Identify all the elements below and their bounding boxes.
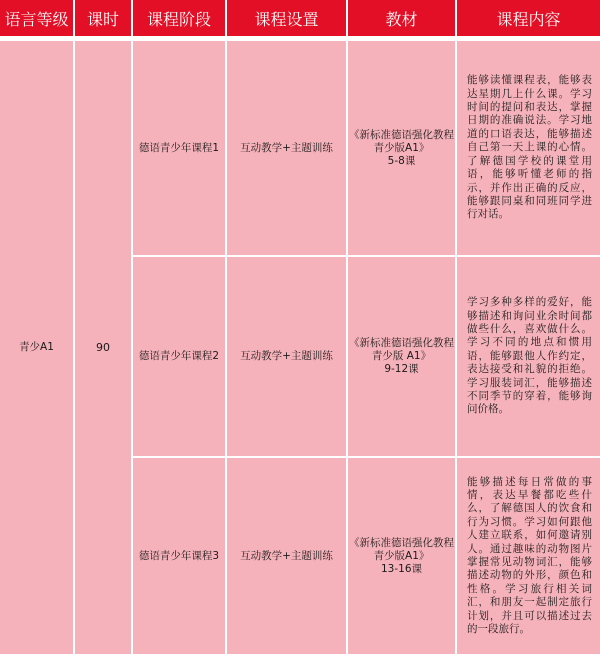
level-cell: 青少A1 bbox=[0, 41, 73, 654]
stage-cell-3: 德语青少年课程3 bbox=[133, 458, 225, 654]
content-cell-2 bbox=[457, 257, 600, 456]
textbook-edition-2: 青少版 A1》 bbox=[371, 350, 432, 362]
content-text-2: 学习多种多样的爱好，能够描述和询问业余时间都做些什么，喜欢做什么。学习不同的地点和惯用语，能够跟他人作约定，表达接受和礼貌的拒绝。学习服装词汇，能够描述不同季节的穿着，能够询问价格。 bbox=[467, 296, 592, 416]
header-stage: 课程阶段 bbox=[133, 0, 225, 36]
textbook-title-2: 《新标准德语强化教程 bbox=[349, 337, 454, 349]
content-text-1: 能够读懂课程表，能够表达星期几上什么课。学习时间的提问和表达，掌握日期的准确说法。学习地道的口语表达，能够描述自己第一天上课的心情。了解德国学校的课堂用语，能够听懂老师的指示，并作出正确的反应，能够跟同桌和同班同学进行对话。 bbox=[467, 74, 592, 221]
textbook-lessons-3: 13-16课 bbox=[380, 562, 422, 575]
textbook-cell-3 bbox=[348, 458, 455, 654]
header-hours: 课时 bbox=[75, 0, 131, 36]
textbook-title-3: 《新标准德语强化教程 bbox=[349, 536, 454, 549]
stage-cell-1: 德语青少年课程1 bbox=[133, 41, 225, 255]
setting-cell-3: 互动教学+主题训练 bbox=[227, 458, 346, 654]
textbook-lessons-1: 5-8课 bbox=[387, 154, 416, 167]
setting-cell-2: 互动教学+主题训练 bbox=[227, 257, 346, 456]
textbook-title-1: 《新标准德语强化教程 bbox=[349, 128, 454, 141]
textbook-cell-1 bbox=[348, 41, 455, 255]
textbook-edition-1: 青少版A1》 bbox=[373, 141, 430, 154]
content-cell-3 bbox=[457, 458, 600, 654]
header-textbook: 教材 bbox=[348, 0, 455, 36]
textbook-cell-2 bbox=[348, 257, 455, 456]
content-cell-1 bbox=[457, 41, 600, 255]
content-text-3: 能够描述每日常做的事情，表达早餐都吃些什么，了解德国人的饮食和行为习惯。学习如何跟他人建立联系，如何邀请别人。通过趣味的动物图片掌握常见动物词汇，能够描述动物的外形，颜色和性格。学习旅行相关词汇，和朋友一起制定旅行计划，并且可以描述过去的一段旅行。 bbox=[467, 475, 592, 636]
setting-cell-1: 互动教学+主题训练 bbox=[227, 41, 346, 255]
header-content: 课程内容 bbox=[457, 0, 600, 36]
header-level: 语言等级 bbox=[0, 0, 73, 36]
hours-cell: 90 bbox=[75, 41, 131, 654]
textbook-edition-3: 青少版A1》 bbox=[373, 549, 430, 562]
header-setting: 课程设置 bbox=[227, 0, 346, 36]
stage-cell-2: 德语青少年课程2 bbox=[133, 257, 225, 456]
textbook-lessons-2: 9-12课 bbox=[384, 363, 419, 375]
